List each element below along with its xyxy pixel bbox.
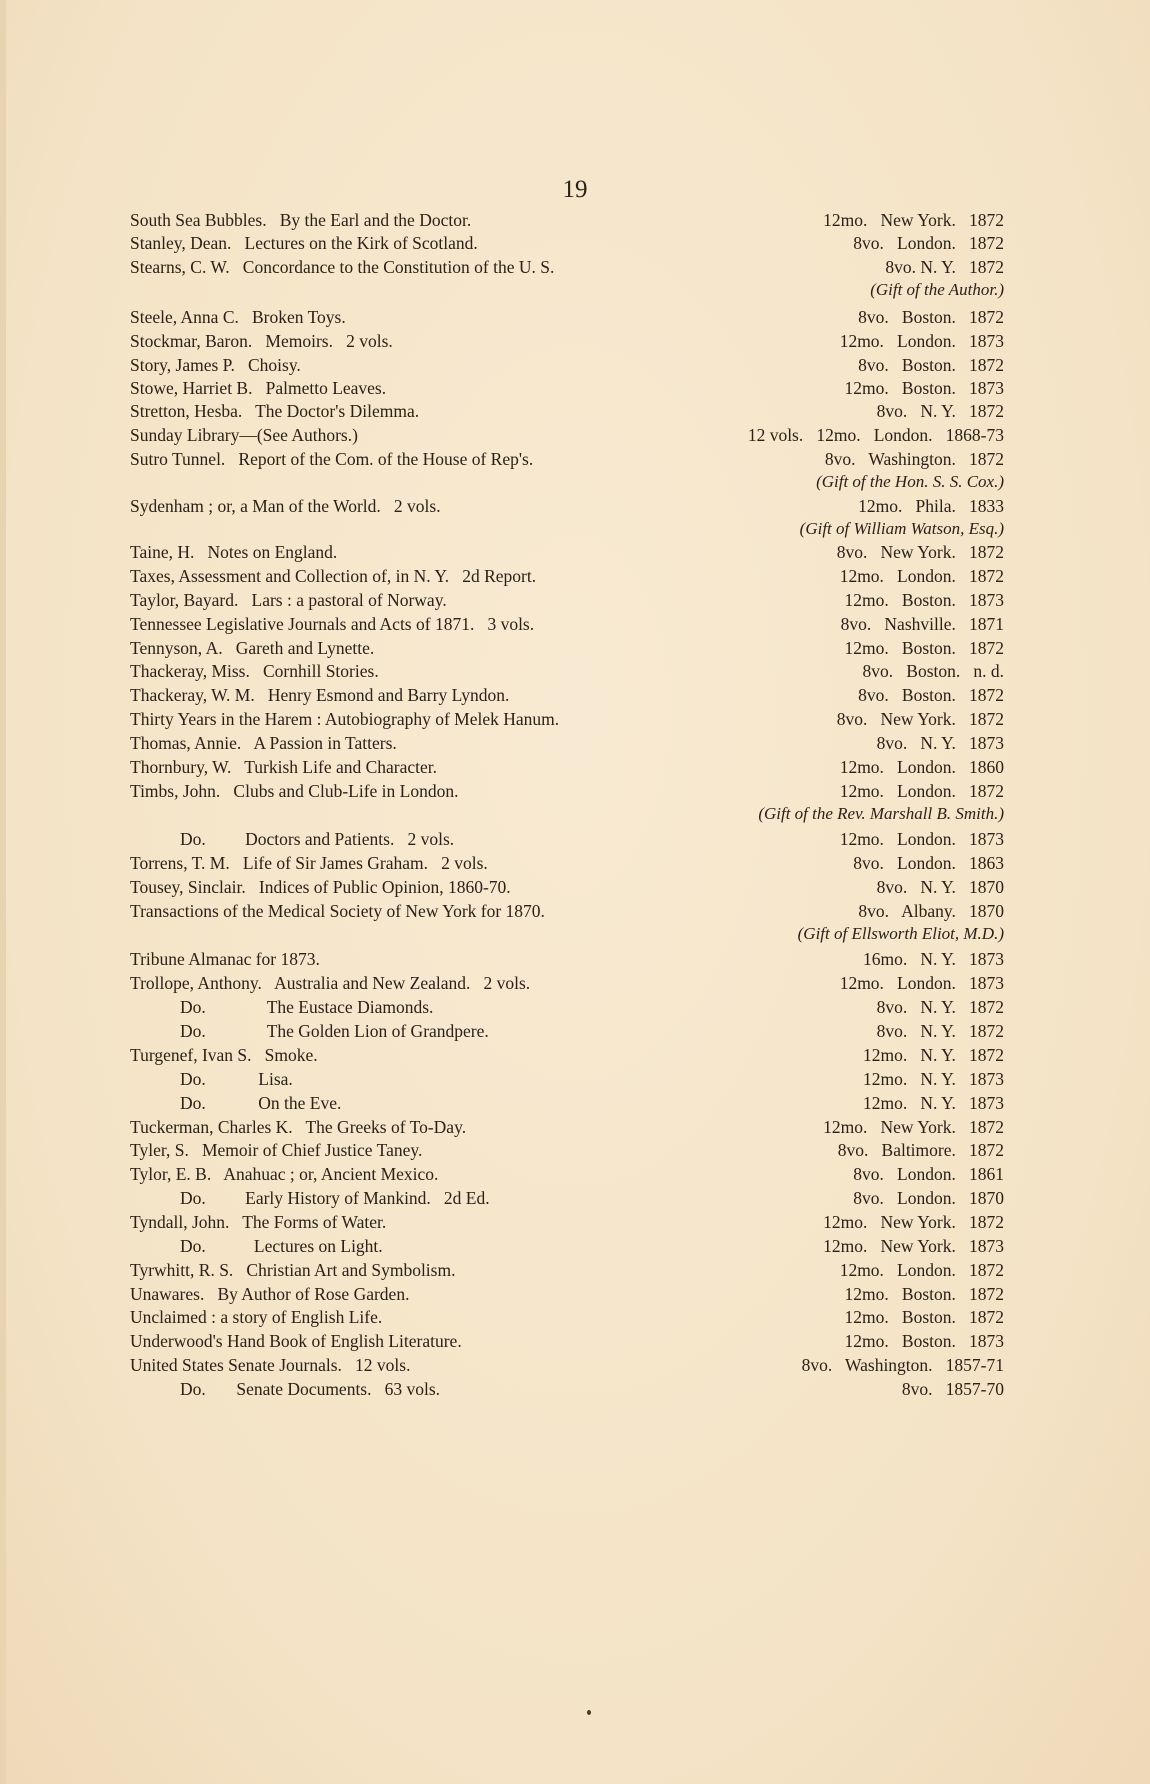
page-number: 19 [562, 176, 588, 203]
catalog-entry [0, 1093, 1004, 1117]
entry-title: Tennyson, A. Gareth and Lynette. [130, 638, 375, 658]
catalog-entry [0, 877, 1004, 901]
entry-ditto-title: Do. Doctors and Patients. 2 vols. [180, 829, 455, 849]
catalog-entry [0, 401, 1004, 425]
entry-title: Thackeray, W. M. Henry Esmond and Barry Lyndon. [130, 685, 510, 705]
catalog-entry [0, 542, 1004, 566]
entry-imprint: 8vo. London. 1872 [853, 233, 1004, 253]
gift-note: (Gift of the Author.) [870, 280, 1004, 299]
entry-imprint: 8vo. Boston. 1872 [858, 307, 1004, 327]
entry-ditto-title: Do. The Golden Lion of Grandpere. [180, 1021, 489, 1041]
catalog-entry [0, 1355, 1004, 1379]
entry-imprint: 8vo. N. Y. 1870 [876, 877, 1004, 897]
catalog-entry [0, 496, 1004, 520]
entry-imprint: 8vo. New York. 1872 [836, 709, 1004, 729]
entry-imprint: 8vo. Washington. 1857-71 [801, 1355, 1004, 1375]
entry-imprint: 12mo. Boston. 1873 [844, 1331, 1004, 1351]
entry-title: Thackeray, Miss. Cornhill Stories. [130, 661, 379, 681]
entry-title: Stearns, C. W. Concordance to the Constitution of the U. S. [130, 257, 555, 277]
catalog-entry [0, 853, 1004, 877]
entry-imprint: 8vo. London. 1863 [853, 853, 1004, 873]
entry-title: Sydenham ; or, a Man of the World. 2 vols. [130, 496, 441, 516]
entry-imprint: 8vo. Baltimore. 1872 [837, 1140, 1004, 1160]
catalog-entry [0, 1379, 1004, 1403]
gift-note: (Gift of Ellsworth Eliot, M.D.) [797, 924, 1004, 943]
entry-ditto-title: Do. On the Eve. [180, 1093, 342, 1113]
catalog-entry [0, 997, 1004, 1021]
catalog-entry [0, 1307, 1004, 1331]
entry-imprint: 12mo. N. Y. 1873 [863, 1069, 1004, 1089]
catalog-entry [0, 331, 1004, 355]
catalog-entry [0, 1069, 1004, 1093]
entry-title: Taxes, Assessment and Collection of, in N. Y. 2d Report. [130, 566, 537, 586]
entry-title: Sunday Library—(See Authors.) [130, 425, 358, 445]
entry-imprint: 12mo. Boston. 1873 [844, 378, 1004, 398]
catalog-entry [0, 449, 1004, 473]
entry-title: Turgenef, Ivan S. Smoke. [130, 1045, 318, 1065]
entry-ditto-title: Do. Lisa. [180, 1069, 293, 1089]
entry-ditto-title: Do. Senate Documents. 63 vols. [180, 1379, 441, 1399]
catalog-entry [0, 709, 1004, 733]
entry-title: United States Senate Journals. 12 vols. [130, 1355, 411, 1375]
entry-imprint: 12mo. New York. 1872 [823, 1117, 1004, 1137]
entry-title: Sutro Tunnel. Report of the Com. of the House of Rep's. [130, 449, 534, 469]
entry-imprint: 8vo. Boston. 1872 [858, 685, 1004, 705]
entry-title: Tousey, Sinclair. Indices of Public Opinion, 1860-70. [130, 877, 511, 897]
entry-title: Steele, Anna C. Broken Toys. [130, 307, 346, 327]
entry-imprint: 12mo. Phila. 1833 [858, 496, 1004, 516]
entry-imprint: 12mo. Boston. 1872 [844, 638, 1004, 658]
entry-title: Stanley, Dean. Lectures on the Kirk of Scotland. [130, 233, 478, 253]
entry-title: Unclaimed : a story of English Life. [130, 1307, 383, 1327]
entry-imprint: 8vo. London. 1870 [853, 1188, 1004, 1208]
entry-imprint: 12mo. London. 1872 [839, 781, 1004, 801]
catalog-entry [0, 1188, 1004, 1212]
catalog-entry [0, 1260, 1004, 1284]
catalog-entry [0, 614, 1004, 638]
entry-imprint: 8vo. New York. 1872 [836, 542, 1004, 562]
entry-imprint: 8vo. Albany. 1870 [858, 901, 1004, 921]
entry-title: Thornbury, W. Turkish Life and Character. [130, 757, 438, 777]
entry-title: Underwood's Hand Book of English Literature. [130, 1331, 462, 1351]
entry-imprint: 8vo. London. 1861 [853, 1164, 1004, 1184]
gift-note: (Gift of William Watson, Esq.) [799, 519, 1004, 538]
entry-imprint: 8vo. N. Y. 1872 [885, 257, 1004, 277]
entry-imprint: 12mo. London. 1860 [839, 757, 1004, 777]
entry-imprint: 12mo. New York. 1872 [823, 210, 1004, 230]
entry-title: Tribune Almanac for 1873. [130, 949, 320, 969]
catalog-entry [0, 378, 1004, 402]
entry-imprint: 12mo. London. 1872 [839, 566, 1004, 586]
catalog-entry [0, 590, 1004, 614]
gift-note: (Gift of the Rev. Marshall B. Smith.) [758, 804, 1004, 823]
entry-imprint: 12mo. London. 1873 [839, 829, 1004, 849]
entry-imprint: 12 vols. 12mo. London. 1868-73 [747, 425, 1004, 445]
entry-imprint: 12mo. Boston. 1873 [844, 590, 1004, 610]
entry-imprint: 12mo. London. 1873 [839, 331, 1004, 351]
catalog-entry [0, 1164, 1004, 1188]
catalog-entry [0, 973, 1004, 997]
catalog-entry [0, 425, 1004, 449]
entry-title: Stowe, Harriet B. Palmetto Leaves. [130, 378, 387, 398]
catalog-entry [0, 355, 1004, 379]
entry-ditto-title: Do. Lectures on Light. [180, 1236, 383, 1256]
entry-imprint: 8vo. N. Y. 1872 [876, 997, 1004, 1017]
entry-title: Tyrwhitt, R. S. Christian Art and Symbolism. [130, 1260, 456, 1280]
catalog-entry [0, 1236, 1004, 1260]
entry-title: Stretton, Hesba. The Doctor's Dilemma. [130, 401, 420, 421]
entry-imprint: 8vo. N. Y. 1872 [876, 401, 1004, 421]
catalog-entry [0, 1331, 1004, 1355]
entry-title: Torrens, T. M. Life of Sir James Graham. 2 vols. [130, 853, 488, 873]
entry-imprint: 12mo. New York. 1872 [823, 1212, 1004, 1232]
catalog-entry [0, 1140, 1004, 1164]
entry-imprint: 12mo. Boston. 1872 [844, 1307, 1004, 1327]
entry-imprint: 8vo. Nashville. 1871 [840, 614, 1004, 634]
entry-title: Timbs, John. Clubs and Club-Life in London. [130, 781, 459, 801]
gift-note: (Gift of the Hon. S. S. Cox.) [816, 472, 1004, 491]
entry-title: Tyndall, John. The Forms of Water. [130, 1212, 387, 1232]
catalog-entry [0, 901, 1004, 925]
catalog-entry [0, 638, 1004, 662]
catalog-entry [0, 1212, 1004, 1236]
entry-imprint: 12mo. New York. 1873 [823, 1236, 1004, 1256]
catalog-entry [0, 661, 1004, 685]
entry-title: Taine, H. Notes on England. [130, 542, 338, 562]
entry-title: Tylor, E. B. Anahuac ; or, Ancient Mexico. [130, 1164, 439, 1184]
ink-speck [587, 1710, 591, 1715]
entry-imprint: 12mo. Boston. 1872 [844, 1284, 1004, 1304]
entry-title: Tyler, S. Memoir of Chief Justice Taney. [130, 1140, 423, 1160]
catalog-entry [0, 733, 1004, 757]
catalog-entry [0, 1045, 1004, 1069]
entry-title: Unawares. By Author of Rose Garden. [130, 1284, 410, 1304]
entry-imprint: 12mo. London. 1873 [839, 973, 1004, 993]
catalog-entry [0, 210, 1004, 234]
catalog-entry [0, 233, 1004, 257]
entry-imprint: 16mo. N. Y. 1873 [863, 949, 1004, 969]
entry-title: Thomas, Annie. A Passion in Tatters. [130, 733, 397, 753]
entry-title: Tuckerman, Charles K. The Greeks of To-Day. [130, 1117, 467, 1137]
entry-imprint: 8vo. Boston. n. d. [862, 661, 1004, 681]
entry-title: South Sea Bubbles. By the Earl and the Doctor. [130, 210, 472, 230]
entry-ditto-title: Do. The Eustace Diamonds. [180, 997, 434, 1017]
entry-imprint: 8vo. N. Y. 1872 [876, 1021, 1004, 1041]
catalog-entry [0, 1284, 1004, 1308]
catalog-entry [0, 781, 1004, 805]
catalog-entry [0, 757, 1004, 781]
entry-title: Stockmar, Baron. Memoirs. 2 vols. [130, 331, 393, 351]
catalog-entry [0, 566, 1004, 590]
entry-title: Story, James P. Choisy. [130, 355, 301, 375]
entry-imprint: 12mo. N. Y. 1873 [863, 1093, 1004, 1113]
catalog-entry [0, 307, 1004, 331]
entry-imprint: 8vo. Washington. 1872 [824, 449, 1004, 469]
entry-imprint: 12mo. London. 1872 [839, 1260, 1004, 1280]
entry-imprint: 8vo. N. Y. 1873 [876, 733, 1004, 753]
entry-imprint: 8vo. 1857-70 [901, 1379, 1004, 1399]
entry-ditto-title: Do. Early History of Mankind. 2d Ed. [180, 1188, 490, 1208]
entry-imprint: 12mo. N. Y. 1872 [863, 1045, 1004, 1065]
catalog-entry [0, 949, 1004, 973]
catalog-entry [0, 1021, 1004, 1045]
catalog-entry [0, 1117, 1004, 1141]
entry-imprint: 8vo. Boston. 1872 [858, 355, 1004, 375]
entry-title: Transactions of the Medical Society of New York for 1870. [130, 901, 545, 921]
entry-title: Thirty Years in the Harem : Autobiography of Melek Hanum. [130, 709, 560, 729]
entry-title: Trollope, Anthony. Australia and New Zealand. 2 vols. [130, 973, 531, 993]
entry-title: Taylor, Bayard. Lars : a pastoral of Norway. [130, 590, 447, 610]
catalog-entry [0, 257, 1004, 281]
entry-title: Tennessee Legislative Journals and Acts of 1871. 3 vols. [130, 614, 535, 634]
catalog-entry [0, 685, 1004, 709]
catalog-entry [0, 829, 1004, 853]
